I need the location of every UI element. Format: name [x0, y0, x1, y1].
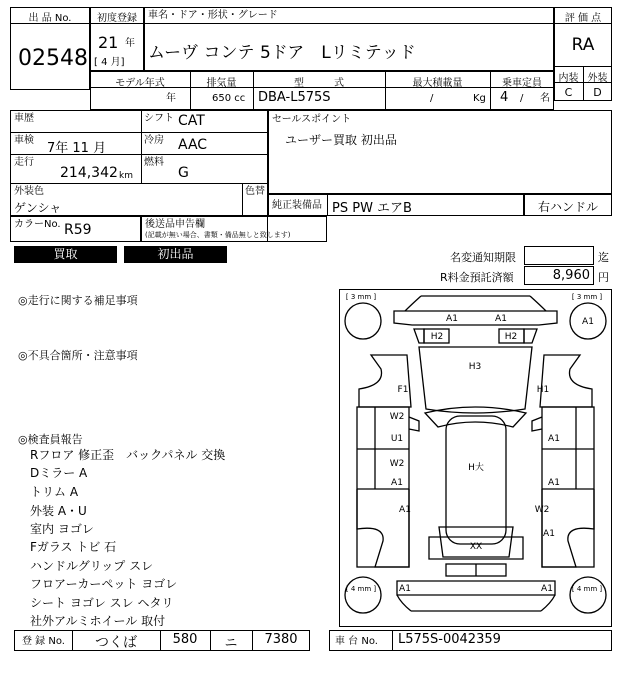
mark-rear-fender-left: A1	[399, 505, 411, 515]
chassis-number-label: 車 台 No.	[335, 636, 378, 647]
inspector-line: 外装 A・U	[30, 504, 87, 518]
car-damage-diagram	[339, 289, 612, 627]
inspector-line: トリム A	[30, 485, 79, 499]
type-label: 型 式	[294, 78, 344, 89]
color-value: ゲンシャ	[14, 201, 62, 215]
displacement-label: 排気量	[206, 78, 237, 89]
inspection-label: 車検	[14, 135, 34, 146]
ac-value: AAC	[178, 137, 208, 153]
color-change-label: 色替	[245, 186, 265, 197]
car-name-label: 車名・ドア・形状・グレード	[148, 10, 278, 21]
inspector-line: Fガラス トビ 石	[30, 540, 117, 554]
first-registration-year-unit: 年	[125, 38, 135, 49]
model-year-label: モデル年式	[115, 78, 165, 89]
color-label: 外装色	[14, 186, 44, 197]
registration-number-value: 7380	[264, 632, 298, 647]
equipment-value: PS PW エアB	[332, 201, 412, 216]
sales-point-label: セールスポイント	[272, 114, 352, 125]
inspector-line: ハンドルグリップ スレ	[30, 559, 154, 573]
evaluation-score: RA	[571, 35, 595, 55]
color-number-value: R59	[64, 222, 92, 238]
max-load-label: 最大積載量	[412, 78, 463, 89]
first-registration-year: 21	[98, 33, 119, 52]
mark-door-front-right: A1	[548, 434, 560, 444]
mark-fender-front-left: F1	[397, 385, 409, 395]
corner-label-bottom-left: [ 4 mm ]	[345, 585, 377, 593]
type-value: DBA-L575S	[258, 90, 331, 105]
mark-headlight-left: H2	[430, 332, 444, 342]
driving-remarks-title: ◎走行に関する補足事項	[18, 294, 138, 307]
mark-rear-gate: XX	[469, 542, 483, 552]
inspector-report-title: ◎検査員報告	[18, 433, 83, 446]
capacity-unit: 名	[540, 93, 550, 104]
mark-roof: H大	[468, 463, 484, 473]
recycle-amount: 8,960	[552, 268, 590, 283]
recycle-unit: 円	[598, 271, 609, 284]
first-registration-label: 初度登録	[97, 13, 137, 24]
steering-value: 右ハンドル	[537, 200, 598, 214]
registration-area: つくば	[95, 635, 137, 651]
inspector-line: フロアーカーペット ヨゴレ	[30, 577, 178, 591]
inspector-line: Rフロア 修正歪 バックパネル 交換	[30, 448, 226, 462]
registration-kana: ニ	[224, 636, 238, 651]
mark-rear-bumper-right: A1	[541, 584, 553, 594]
corner-label-top-right: [ 3 mm ]	[571, 293, 603, 301]
interior-grade: C	[564, 86, 573, 99]
mark-wheel-front-right: A1	[582, 317, 594, 327]
ac-label: 冷房	[144, 135, 164, 146]
badge-first-listing: 初出品	[124, 246, 227, 263]
inspector-line: 室内 ヨゴレ	[30, 522, 94, 536]
mark-door-rear-left-1: W2	[389, 459, 405, 469]
mark-fender-front-right: H1	[536, 385, 550, 395]
capacity-value: 4	[500, 90, 509, 105]
max-load-unit: Kg	[473, 93, 486, 104]
registration-class: 580	[172, 632, 198, 647]
recycle-label: R料金預託済額	[440, 271, 514, 284]
mark-front-bumper-right: A1	[495, 314, 507, 324]
exterior-label: 外装	[587, 73, 608, 84]
mark-door-front-left-2: U1	[390, 434, 404, 444]
mileage-label: 走行	[14, 157, 34, 168]
corner-label-bottom-right: [ 4 mm ]	[571, 585, 603, 593]
documents-note: (記載が無い場合、書類・備品無しと致します)	[145, 231, 291, 239]
badge-purchase: 買取	[14, 246, 117, 263]
registration-number-label: 登 録 No.	[22, 636, 65, 647]
mark-rear-bumper-left: A1	[399, 584, 411, 594]
lot-number-label: 出 品 No.	[28, 13, 72, 24]
lot-number: 02548	[18, 46, 88, 71]
chassis-number-value: L575S-0042359	[398, 632, 501, 647]
mark-hood: H3	[468, 362, 482, 372]
mileage-unit: km	[119, 171, 133, 181]
name-change-label: 名変通知期限	[450, 251, 516, 264]
name-change-unit: 迄	[598, 251, 609, 264]
inspection-value: 7年 11 月	[47, 141, 107, 156]
mark-door-rear-left-2: A1	[391, 478, 403, 488]
model-year-unit: 年	[166, 93, 176, 104]
documents-label: 後送品申告欄	[145, 219, 205, 230]
mark-rear-fender-right-1: W2	[534, 505, 550, 515]
shift-label: シフト	[144, 113, 174, 124]
mileage-value: 214,342	[60, 165, 118, 181]
car-name: ムーヴ コンテ 5ドア Lリミテッド	[148, 43, 416, 63]
capacity-sep: /	[520, 93, 524, 104]
capacity-label: 乗車定員	[502, 78, 542, 89]
shift-value: CAT	[178, 113, 205, 129]
name-change-field	[524, 246, 594, 265]
mark-headlight-right: H2	[504, 332, 518, 342]
max-load-value: /	[430, 93, 434, 104]
mark-rear-fender-right-2: A1	[543, 529, 555, 539]
history-label: 車歴	[14, 113, 34, 124]
interior-label: 内装	[558, 73, 579, 84]
mark-front-bumper-left: A1	[446, 314, 458, 324]
mark-door-rear-right: A1	[548, 478, 560, 488]
inspector-line: Dミラー A	[30, 466, 88, 480]
evaluation-label: 評 価 点	[564, 13, 602, 24]
first-registration-month: [ 4 月]	[94, 57, 125, 68]
color-number-label: カラーNo.	[14, 219, 61, 230]
defects-remarks-title: ◎不具合箇所・注意事項	[18, 349, 138, 362]
sales-point-value: ユーザー買取 初出品	[285, 133, 397, 147]
displacement-value: 650 cc	[212, 93, 246, 104]
mark-door-front-left-1: W2	[389, 412, 405, 422]
corner-label-top-left: [ 3 mm ]	[345, 293, 377, 301]
inspector-line: シート ヨゴレ スレ ヘタリ	[30, 596, 174, 610]
fuel-label: 燃料	[144, 157, 164, 168]
fuel-value: G	[178, 165, 189, 181]
inspector-line: 社外アルミホイール 取付	[30, 614, 166, 628]
equipment-label: 純正装備品	[272, 200, 322, 211]
exterior-grade: D	[593, 86, 602, 99]
